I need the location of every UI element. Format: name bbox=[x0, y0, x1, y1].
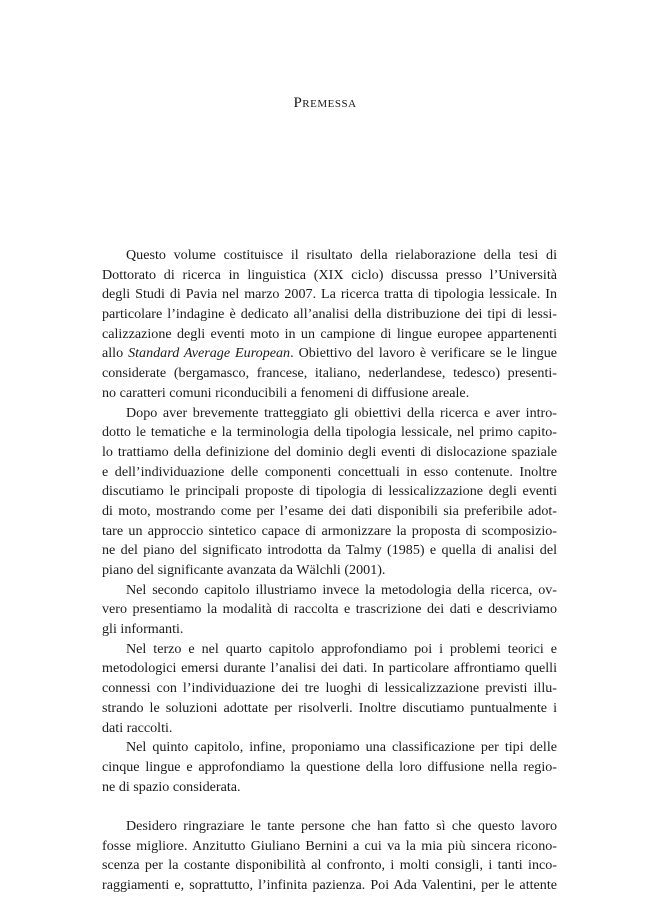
text-line bbox=[102, 344, 557, 364]
text-line: calizzazione degli eventi moto in un campione di lingue europee appartenenti bbox=[102, 325, 557, 342]
text-line: raggiamenti e, soprattutto, l’infinita pazienza. Poi Ada Valentini, per le attente bbox=[102, 877, 557, 893]
text-line: considerate (bergamasco, francese, italiano, nederlandese, tedesco) presenti- bbox=[102, 365, 557, 382]
text-line: Dopo aver brevemente tratteggiato gli obiettivi della ricerca e aver intro- bbox=[126, 404, 557, 421]
text-line: ne di spazio considerata. bbox=[102, 778, 241, 795]
text-line: connessi con l’individuazione dei tre luoghi di lessicalizzazione previsti illu- bbox=[102, 680, 557, 697]
text-line: ne del piano del significato introdotta da Talmy (1985) e quella di analisi del bbox=[102, 542, 557, 559]
text-line: e dell’individuazione delle componenti concettuali in esso contenute. Inoltre bbox=[102, 463, 557, 480]
text-line: piano del significante avanzata da Wälchli (2001). bbox=[102, 562, 386, 578]
text-line: strando le soluzioni adottate per risolverli. Inoltre discutiamo puntualmente i bbox=[102, 699, 557, 716]
paragraph bbox=[102, 404, 557, 581]
paragraph-gap bbox=[102, 797, 557, 817]
text-line: di moto, mostrando come per l’esame dei dati disponibili sia preferibile adot- bbox=[102, 502, 557, 519]
text-line: tare un approccio sintetico capace di armonizzare la proposta di scomposizio- bbox=[102, 522, 557, 539]
text-line: Desidero ringraziare le tante persone che han fatto sì che questo lavoro bbox=[126, 817, 557, 834]
text-line: no caratteri comuni riconducibili a fenomeni di diffusione areale. bbox=[102, 384, 470, 401]
text-line: fosse migliore. Anzitutto Giuliano Bernini a cui va la mia più sincera ricono- bbox=[102, 837, 557, 854]
text-line: Nel terzo e nel quarto capitolo approfondiamo poi i problemi teorici e bbox=[126, 640, 557, 657]
text-line: particolare l’indagine è dedicato all’analisi della distribuzione dei tipi di lessi- bbox=[102, 306, 557, 323]
paragraph bbox=[102, 817, 557, 896]
text-line: degli Studi di Pavia nel marzo 2007. La ricerca tratta di tipologia lessicale. In bbox=[102, 286, 557, 303]
text-line: discutiamo le principali proposte di tipologia di lessicalizzazione degli eventi bbox=[102, 483, 557, 500]
text-fragment: allo bbox=[102, 345, 129, 362]
body-text bbox=[102, 246, 557, 896]
text-line: dati raccolti. bbox=[102, 719, 173, 736]
paragraph bbox=[102, 246, 557, 404]
text-line: metodologici emersi durante l’analisi dei dati. In particolare affrontiamo quelli bbox=[102, 660, 557, 677]
text-line: Nel quinto capitolo, infine, proponiamo una classificazione per tipi delle bbox=[126, 739, 557, 756]
text-line: dotto le tematiche e la terminologia della tipologia lessicale, nel primo capito- bbox=[102, 424, 557, 441]
text-line: lo trattiamo della definizione del dominio degli eventi di dislocazione spaziale bbox=[102, 443, 557, 460]
text-line: Nel secondo capitolo illustriamo invece la metodologia della ricerca, ov- bbox=[126, 581, 557, 598]
italic-title: Standard Average European bbox=[128, 345, 291, 362]
text-fragment: . Obiettivo del lavoro è verificare se le lingue bbox=[290, 345, 557, 362]
text-line: Questo volume costituisce il risultato della rielaborazione della tesi di bbox=[126, 247, 557, 263]
paragraph bbox=[102, 640, 557, 738]
text-line: cinque lingue e approfondiamo la questione della loro diffusione nella regio- bbox=[102, 758, 557, 775]
paragraph bbox=[102, 581, 557, 640]
text-line: scenza per la costante disponibilità al confronto, i molti consigli, i tanti inco- bbox=[102, 857, 557, 874]
text-line: Dottorato di ricerca in linguistica (XIX ciclo) discussa presso l’Università bbox=[102, 266, 557, 283]
paragraph bbox=[102, 738, 557, 797]
text-line: vero presentiamo la modalità di raccolta e trascrizione dei dati e descriviamo bbox=[102, 601, 557, 618]
page-title: Premessa bbox=[293, 95, 357, 111]
text-line: gli informanti. bbox=[102, 621, 184, 638]
